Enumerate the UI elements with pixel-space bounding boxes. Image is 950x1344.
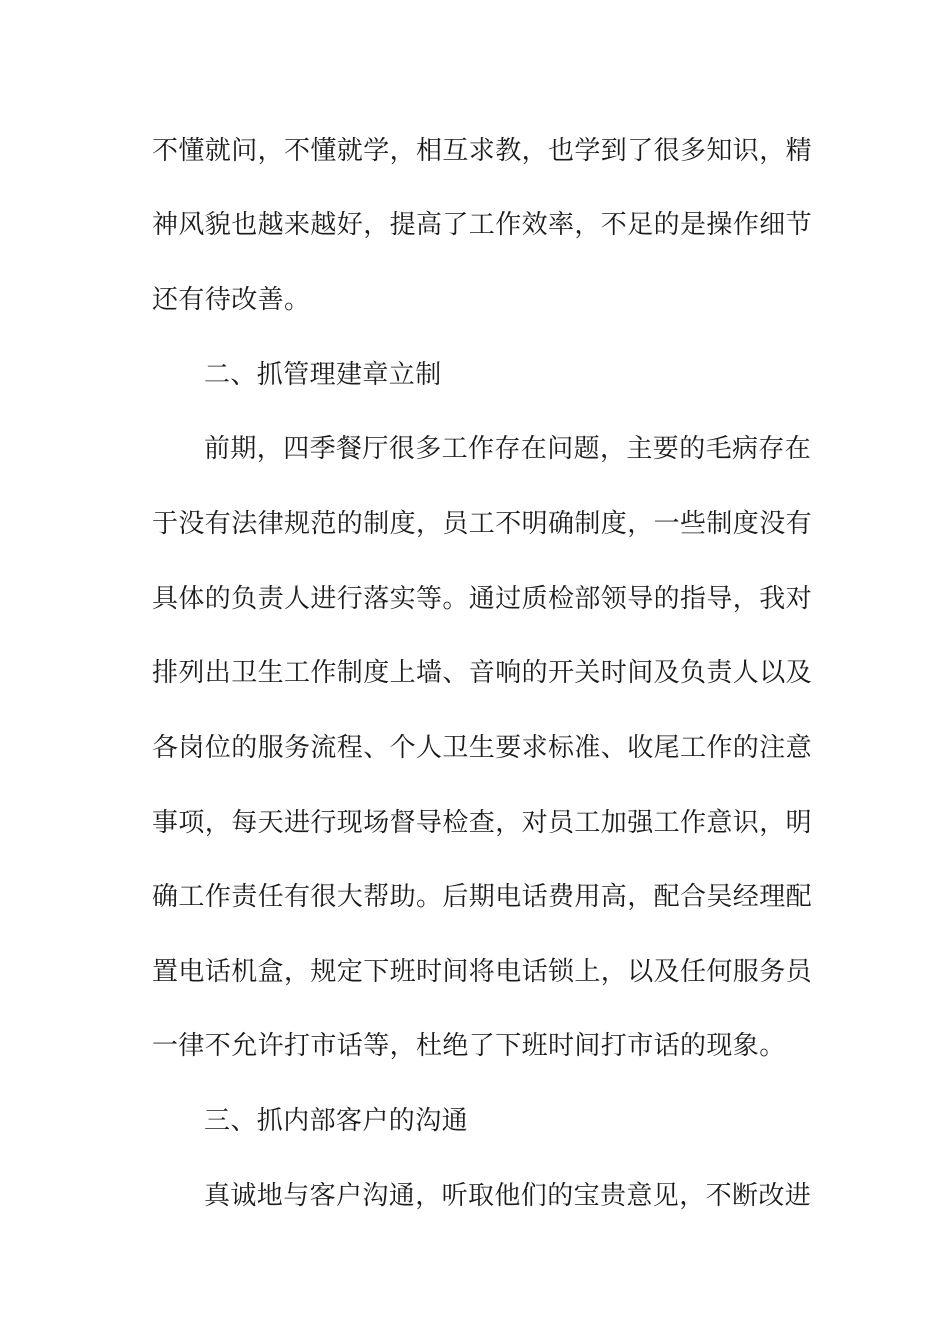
text-line: 事项，每天进行现场督导检查，对员工加强工作意识，明 xyxy=(152,808,813,838)
text-line: 真诚地与客户沟通，听取他们的宝贵意见，不断改进 xyxy=(204,1181,812,1211)
text-line: 排列出卫生工作制度上墙、音响的开关时间及负责人以及 xyxy=(152,658,813,688)
text-line: 神风貌也越来越好，提高了工作效率，不足的是操作细节 xyxy=(152,210,813,240)
text-line: 具体的负责人进行落实等。通过质检部领导的指导，我对 xyxy=(152,584,813,614)
text-line: 确工作责任有很大帮助。后期电话费用高，配合吴经理配 xyxy=(152,882,813,912)
text-line: 各岗位的服务流程、个人卫生要求标准、收尾工作的注意 xyxy=(152,733,813,763)
text-line: 一律不允许打市话等，杜绝了下班时间打市话的现象。 xyxy=(152,1031,786,1061)
text-line: 于没有法律规范的制度，员工不明确制度，一些制度没有 xyxy=(152,509,813,539)
text-line: 还有待改善。 xyxy=(152,285,311,315)
text-line: 置电话机盒，规定下班时间将电话锁上，以及任何服务员 xyxy=(152,957,813,987)
text-line: 前期，四季餐厅很多工作存在问题，主要的毛病存在 xyxy=(204,434,812,464)
text-line: 不懂就问，不懂就学，相互求教，也学到了很多知识，精 xyxy=(152,136,813,166)
section-heading: 三、抓内部客户的沟通 xyxy=(204,1106,469,1136)
section-heading: 二、抓管理建章立制 xyxy=(204,360,442,390)
